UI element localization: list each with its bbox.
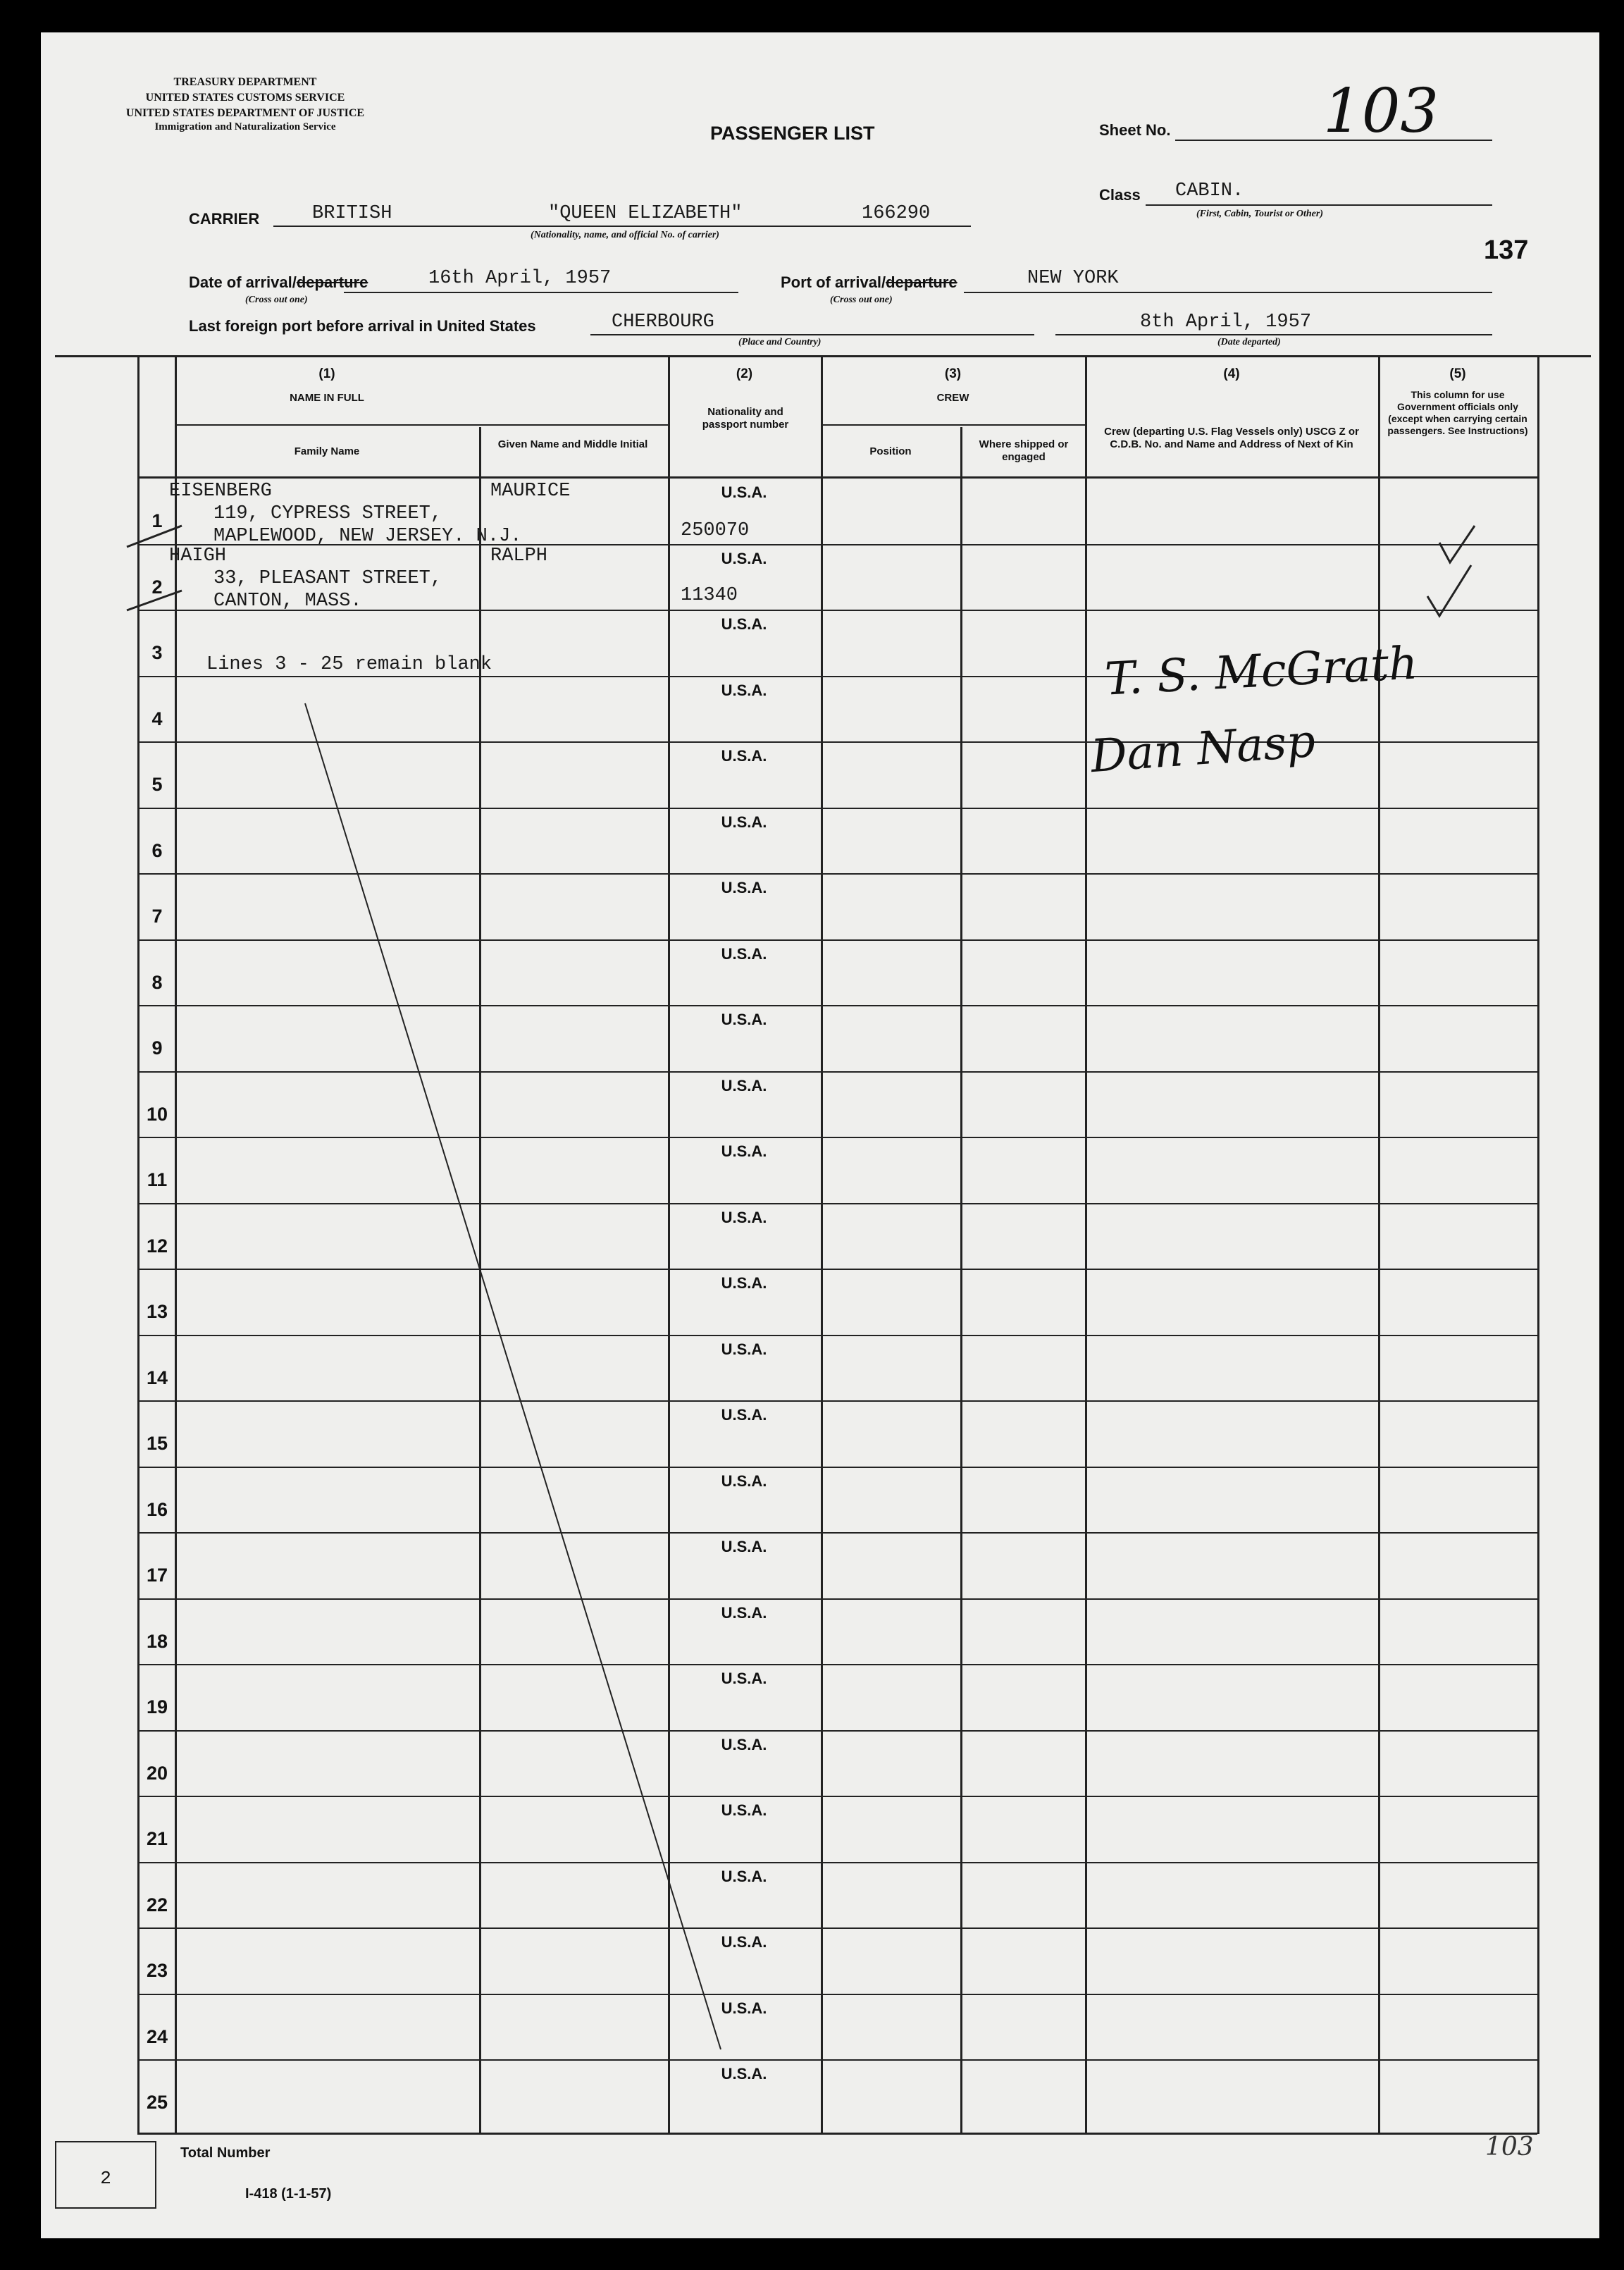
- p2-given-name: RALPH: [490, 545, 548, 567]
- blank-lines-strike: [305, 703, 721, 2049]
- sheet-label: Sheet No.: [1099, 121, 1171, 139]
- agency-line-1: TREASURY DEPARTMENT: [173, 76, 317, 88]
- p2-address-line-2: CANTON, MASS.: [213, 591, 362, 612]
- row-number: 7: [151, 906, 163, 927]
- col3-number: (3): [944, 366, 962, 381]
- p1-passport: 250070: [681, 520, 750, 541]
- p2-passport: 11340: [681, 585, 738, 606]
- row-nationality: U.S.A.: [721, 1208, 767, 1226]
- official-signature-2: Dan Nasp: [1089, 715, 1318, 784]
- position-header: Position: [869, 445, 912, 457]
- p1-address-line-2: MAPLEWOOD, NEW JERSEY. N.J.: [213, 526, 522, 547]
- carrier-nationality: BRITISH: [312, 203, 392, 224]
- row-number: 8: [151, 971, 163, 993]
- row-number: 12: [146, 1235, 168, 1257]
- total-number-label: Total Number: [180, 2145, 271, 2161]
- row-nationality: U.S.A.: [721, 1603, 767, 1622]
- row-nationality: U.S.A.: [721, 1670, 767, 1687]
- passenger-list-page: [41, 32, 1599, 2238]
- crew-kin-header: Crew (departing U.S. Flag Vessels only) USCG Z or C.D.B. No. and Name and Address of Next of Kin: [1104, 426, 1359, 450]
- row-nationality: U.S.A.: [721, 2065, 767, 2083]
- row-nationality: U.S.A.: [721, 1274, 767, 1292]
- carrier-name: "QUEEN ELIZABETH": [548, 203, 743, 224]
- row-number: 23: [146, 1960, 168, 1981]
- corner-sheet-mark: 103: [1485, 2133, 1534, 2161]
- row-nationality: U.S.A.: [721, 1538, 767, 1555]
- row-nationality: U.S.A.: [721, 944, 767, 963]
- carrier-number: 166290: [862, 203, 931, 224]
- row-nationality: U.S.A.: [721, 1011, 767, 1028]
- carrier-note: (Nationality, name, and official No. of carrier): [531, 230, 719, 240]
- row-nationality: U.S.A.: [721, 549, 767, 567]
- row-number: 25: [146, 2092, 168, 2113]
- p2-family-name: HAIGH: [169, 545, 227, 567]
- p1-family-name: EISENBERG: [169, 481, 272, 502]
- arrival-label-a: Date of arrival/: [189, 273, 297, 291]
- row-number: 16: [146, 1498, 168, 1520]
- form-number: I-418 (1-1-57): [245, 2186, 332, 2202]
- row-nationality: U.S.A.: [721, 1735, 767, 1753]
- row-number: 20: [146, 1762, 168, 1784]
- handwritten-marks: [41, 32, 1599, 2238]
- page-reference: 137: [1484, 235, 1529, 265]
- departed-note: (Date departed): [1217, 337, 1281, 347]
- given-name-header: Given Name and Middle Initial: [497, 438, 648, 450]
- row-number: 24: [146, 2025, 168, 2047]
- total-number-value: 2: [100, 2168, 111, 2189]
- carrier-label: CARRIER: [189, 210, 260, 228]
- arrival-date: 16th April, 1957: [428, 268, 612, 289]
- port-value: NEW YORK: [1027, 268, 1119, 289]
- row-nationality: U.S.A.: [721, 1933, 767, 1951]
- col4-number: (4): [1223, 366, 1240, 381]
- row-number: 17: [146, 1565, 168, 1586]
- p1-given-name: MAURICE: [490, 481, 571, 502]
- where-shipped-header: Where shipped or engaged: [979, 438, 1069, 463]
- port-note: (Cross out one): [830, 295, 893, 305]
- row-nationality: U.S.A.: [721, 1867, 767, 1885]
- row-nationality: U.S.A.: [721, 681, 767, 699]
- government-use-header: This column for use Government officials only (except when carrying certain passengers. See Instructions): [1387, 389, 1528, 436]
- agency-line-4: Immigration and Naturalization Service: [154, 121, 336, 132]
- blank-lines-note: Lines 3 - 25 remain blank: [206, 654, 492, 675]
- row-number: 19: [146, 1696, 168, 1717]
- row-number: 22: [146, 1894, 168, 1916]
- row-number: 5: [151, 774, 163, 795]
- row-number: 11: [147, 1169, 168, 1190]
- agency-line-3: UNITED STATES DEPARTMENT OF JUSTICE: [125, 107, 365, 119]
- row-number: 18: [146, 1630, 168, 1652]
- row-number: 15: [146, 1433, 168, 1454]
- row1-tick: [127, 526, 182, 547]
- row2-tick: [127, 591, 182, 610]
- col1-number: (1): [318, 366, 335, 381]
- row-number: 4: [151, 708, 163, 729]
- crew-header: CREW: [936, 392, 969, 404]
- row-nationality: U.S.A.: [721, 615, 767, 633]
- row-nationality: U.S.A.: [721, 1999, 767, 2017]
- lastport-note: (Place and Country): [738, 337, 822, 347]
- row-number: 10: [146, 1103, 168, 1125]
- family-name-header: Family Name: [294, 445, 360, 457]
- class-value: CABIN.: [1175, 180, 1244, 202]
- row1-checkmark: [1439, 526, 1475, 562]
- total-number-box: [55, 2141, 156, 2209]
- col1-title: NAME IN FULL: [290, 392, 364, 404]
- nationality-header: Nationality and passport number: [702, 406, 789, 431]
- arrival-label-b: departure: [296, 273, 368, 291]
- agency-line-2: UNITED STATES CUSTOMS SERVICE: [145, 92, 345, 104]
- row-nationality: U.S.A.: [721, 1340, 767, 1358]
- row-number: 13: [146, 1301, 168, 1322]
- row-nationality: U.S.A.: [721, 1801, 767, 1819]
- lastport-label: Last foreign port before arrival in United States: [189, 317, 536, 335]
- col2-number: (2): [736, 366, 753, 381]
- p1-address-line-1: 119, CYPRESS STREET,: [213, 503, 442, 524]
- row-nationality: U.S.A.: [721, 1076, 767, 1094]
- arrival-note: (Cross out one): [245, 295, 308, 305]
- row-number: 6: [151, 839, 163, 861]
- row-nationality: U.S.A.: [721, 1406, 767, 1424]
- col5-number: (5): [1449, 366, 1466, 381]
- row-number: 9: [151, 1037, 163, 1059]
- port-label-b: departure: [886, 273, 957, 291]
- class-note: (First, Cabin, Tourist or Other): [1196, 209, 1323, 219]
- row-number: 21: [146, 1828, 168, 1849]
- row-number: 2: [151, 576, 163, 598]
- class-label: Class: [1099, 186, 1141, 204]
- row-number: 14: [146, 1367, 168, 1388]
- row-nationality: U.S.A.: [721, 879, 767, 896]
- departed-value: 8th April, 1957: [1140, 311, 1312, 333]
- port-label-a: Port of arrival/: [781, 273, 886, 291]
- lastport-value: CHERBOURG: [612, 311, 714, 333]
- page-title: PASSENGER LIST: [710, 123, 875, 144]
- p2-address-line-1: 33, PLEASANT STREET,: [213, 568, 442, 589]
- official-signature-1: T. S. McGrath: [1103, 637, 1420, 706]
- row-nationality: U.S.A.: [721, 747, 767, 765]
- row-nationality: U.S.A.: [721, 483, 767, 501]
- sheet-number: 103: [1323, 76, 1439, 147]
- row-nationality: U.S.A.: [721, 813, 767, 831]
- row-nationality: U.S.A.: [721, 1472, 767, 1490]
- row-number: 1: [151, 510, 163, 531]
- row2-checkmark: [1427, 565, 1471, 616]
- row-number: 3: [151, 642, 163, 663]
- row-nationality: U.S.A.: [721, 1142, 767, 1160]
